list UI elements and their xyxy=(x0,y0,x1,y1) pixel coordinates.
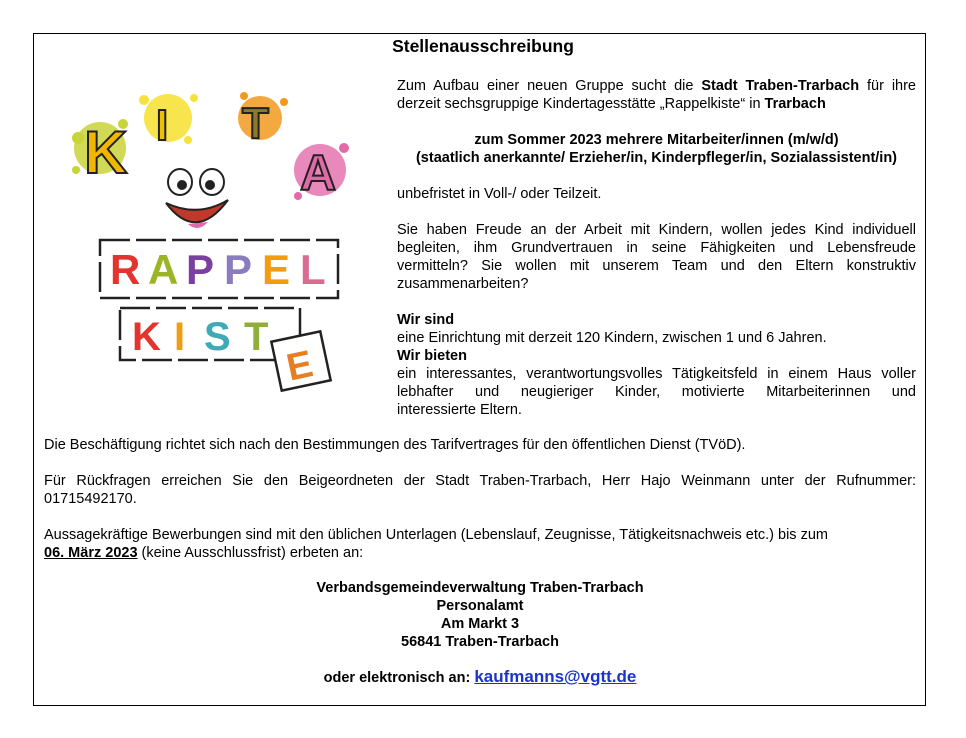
question-line-1: Sie haben Freude an der Arbeit mit Kindern, wollen jedes Kind individuell xyxy=(397,222,916,238)
letter-k: K xyxy=(84,119,128,186)
question-line-4: zusammenarbeiten? xyxy=(397,276,529,292)
contact-line-1: Für Rückfragen erreichen Sie den Beigeordneten der Stadt Traben-Trarbach, Herr Hajo Weinmann unter der Rufnummer: xyxy=(44,473,916,489)
letter-p1: P xyxy=(186,246,215,293)
wir-sind-text: eine Einrichtung mit derzeit 120 Kindern, zwischen 1 und 6 Jahren. xyxy=(397,330,827,346)
electronic-label: oder elektronisch an: xyxy=(323,670,475,686)
question-line-3: vermitteln? Sie wollen mit unserem Team und den Eltern konstruktiv xyxy=(397,258,916,274)
kita-rappelkiste-logo xyxy=(48,78,368,398)
rappel-puzzle xyxy=(100,240,338,298)
splash-i xyxy=(139,94,198,144)
wir-bieten-line-2: lebhafter und neugieriger Kinder, motivierte Mitarbeiterinnen und xyxy=(397,384,916,400)
email-link[interactable]: kaufmanns@vgtt.de xyxy=(474,667,637,686)
letter-e: E xyxy=(262,246,291,293)
page-title: Stellenausschreibung xyxy=(392,36,574,56)
letter-a2: A xyxy=(148,246,179,293)
wir-sind-heading: Wir sind xyxy=(397,312,455,328)
letter-p2: P xyxy=(224,246,253,293)
smiley-face xyxy=(166,169,228,228)
address-line-1: Verbandsgemeindeverwaltung Traben-Trarbach xyxy=(316,580,644,596)
letter-t: T xyxy=(242,99,269,148)
position-line-2: (staatlich anerkannte/ Erzieher/in, Kinderpfleger/in, Sozialassistent/in) xyxy=(415,150,898,166)
letter-t2: T xyxy=(244,315,269,359)
letter-s: S xyxy=(204,315,231,359)
employment-type: unbefristet in Voll-/ oder Teilzeit. xyxy=(397,186,602,202)
letter-i: I xyxy=(156,101,169,150)
letter-l: L xyxy=(300,246,326,293)
contact-phone: 01715492170. xyxy=(44,491,137,507)
letter-k2: K xyxy=(132,315,161,359)
address-line-3: Am Markt 3 xyxy=(440,616,520,632)
application-line-1: Aussagekräftige Bewerbungen sind mit den üblichen Unterlagen (Lebenslauf, Zeugnisse, Tätigkeitsnachweis etc.) bis zum xyxy=(44,527,828,543)
intro-line-2: derzeit sechsgruppige Kindertagesstätte „Rappelkiste“ in Trarbach xyxy=(397,96,826,112)
intro-line-1: Zum Aufbau einer neuen Gruppe sucht die Stadt Traben-Trarbach für ihre xyxy=(397,78,916,94)
tariff-text: Die Beschäftigung richtet sich nach den Bestimmungen des Tarifvertrages für den öffentlichen Dienst (TVöD). xyxy=(44,437,746,453)
letter-r: R xyxy=(110,246,141,293)
letter-a: A xyxy=(300,145,337,201)
application-line-2: 06. März 2023 (keine Ausschlussfrist) erbeten an: xyxy=(44,545,364,561)
wir-bieten-line-1: ein interessantes, verantwortungsvolles Tätigkeitsfeld in einem Haus voller xyxy=(397,366,916,382)
position-line-1: zum Sommer 2023 mehrere Mitarbeiter/innen (m/w/d) xyxy=(474,132,839,148)
kiste-puzzle xyxy=(120,308,331,391)
address-line-4: 56841 Traben-Trarbach xyxy=(401,634,559,650)
letter-e2: E xyxy=(283,343,317,390)
electronic-contact xyxy=(44,668,916,687)
wir-bieten-heading: Wir bieten xyxy=(397,348,467,364)
wir-bieten-line-3: interessierte Eltern. xyxy=(397,402,522,418)
address-line-2: Personalamt xyxy=(436,598,524,614)
question-line-2: begleiten, ihm Grundvertrauen in seine Fähigkeiten und Lebensfreude xyxy=(397,240,916,256)
deadline-date: 06. März 2023 xyxy=(44,545,138,561)
letter-i2: I xyxy=(174,315,186,359)
city-name: Stadt Traben-Trarbach xyxy=(701,78,860,94)
district-name: Trarbach xyxy=(764,96,826,112)
